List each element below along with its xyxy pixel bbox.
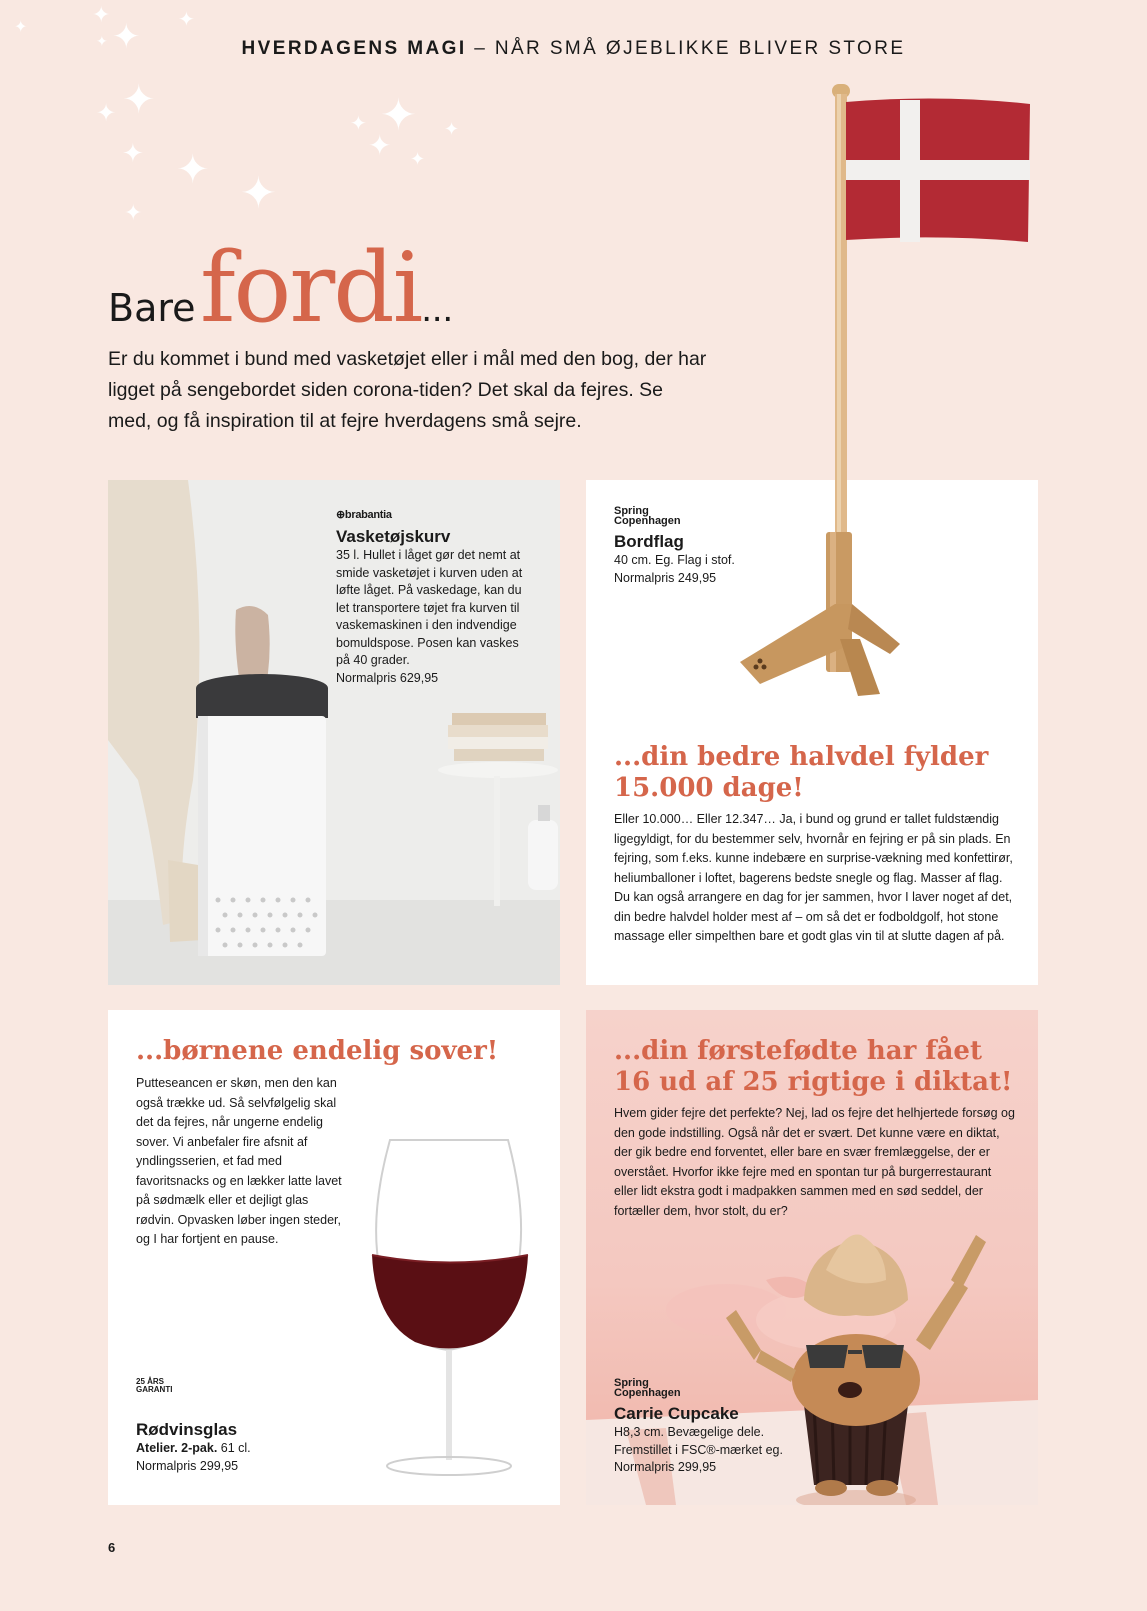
title-fordi: fordi [199,232,422,344]
page-header [0,38,1147,60]
wine-headline: ...børnene endelig sover! [136,1036,499,1066]
wine-name: Rødvinsglas [136,1420,238,1439]
flag-price: Normalpris 249,95 [614,570,717,585]
cupcake-name: Carrie Cupcake [614,1404,739,1423]
title-bare: Bare [108,286,196,330]
flag-description: 40 cm. Eg. Flag i stof. [614,553,735,567]
wine-glass-image [360,1130,540,1490]
title-dots: ... [421,288,454,330]
header-bold: HVERDAGENS MAGI [241,38,467,59]
wine-price: Normalpris 299,95 [136,1458,239,1473]
cupcake-description-1: H8,3 cm. Bevægelige dele. [614,1425,765,1439]
danish-flag [846,98,1030,242]
flag-name: Bordflag [614,532,684,551]
flag-headline: ...din bedre halvdel fylder 15.000 dage! [614,742,989,803]
cupcake-headline: ...din førstefødte har fået 16 ud af 25 rigtige i diktat! [614,1036,1013,1097]
basket-name: Vasketøjskurv [336,527,451,546]
brabantia-icon: ⊕ [336,509,345,521]
basket-card [108,480,560,985]
spring-copenhagen-logo: Spring Copenhagen [614,1377,681,1399]
spring-copenhagen-logo: Spring Copenhagen [614,505,681,527]
wine-description: Atelier. 2-pak. 61 cl. [136,1441,251,1455]
cupcake-card [586,1010,1038,1505]
page-title [108,232,453,344]
wine-body: Putteseancen er skøn, men den kan også trække ud. Så selvfølgelig skal det da fejres, når ungerne endelig sover. Vi anbefaler fire afsnit af yndlingsserien, et fad med favoritsnacks og en lækker latte lavet på sødmælk eller et dejligt glas rødvin. Opvasken løber ingen steder, og I har fortjent en pause. [136,1076,342,1246]
flag-body: Eller 10.000… Eller 12.347… Ja, i bund og grund er tallet fuldstændig ligegyldigt, for du bestemmer selv, hvornår en fejring er på sin plads. En fejring, som f.eks. kunne indebære en surprise-vækning med konfettirør, heliumballoner i loftet, bagerens bedste snegle og flag. Masser af flag. Du kan også arrangere en dag for jer sammen, hvor I laver noget af det, din bedre halvdel holder mest af – om så det er fodboldgolf, hot stone massage eller simpelthen bare et godt glas vin til at slutte dagen af på. [614,812,1013,943]
basket-price: Normalpris 629,95 [336,670,439,685]
page-number: 6 [108,1540,116,1555]
basket-description: 35 l. Hullet i låget gør det nemt at smide vasketøjet i kurven uden at løfte låget. På vaskedage, kan du let transportere tøjet fra kurven til vaskemaskinen i den indvendige bomuldspose. Posen kan vaskes på 40 grader. [336,548,523,667]
header-rest: – NÅR SMÅ ØJEBLIKKE BLIVER STORE [466,38,906,59]
intro-text: Er du kommet i bund med vasketøjet eller i mål med den bog, der har ligget på sengebordet siden corona-tiden? Det skal da fejres. Se med, og få inspiration til at fejre hverdagens små sejre. [108,348,707,432]
cupcake-body: Hvem gider fejre det perfekte? Nej, lad os fejre det helhjertede forsøg og den gode indstilling. Også når det er svært. Det kunne være en diktat, der gik bedre end forventet, eller bare en svær fremlæggelse, der er overstået. Hvorfor ikke fejre med en spontan tur på burgerrestaurant eller lidt ekstra godt i madpakken sammen med en sød seddel, der fortæller dem, hvor stolt, du er? [614,1106,1015,1218]
flag-card [586,480,1038,985]
brabantia-logo: ⊕brabantia [336,509,392,521]
warranty-badge: 25 ÅRS GARANTI [136,1377,173,1394]
cupcake-description-2: Fremstillet i FSC®-mærket eg. [614,1442,783,1457]
wine-card [108,1010,560,1505]
cupcake-price: Normalpris 299,95 [614,1460,717,1474]
